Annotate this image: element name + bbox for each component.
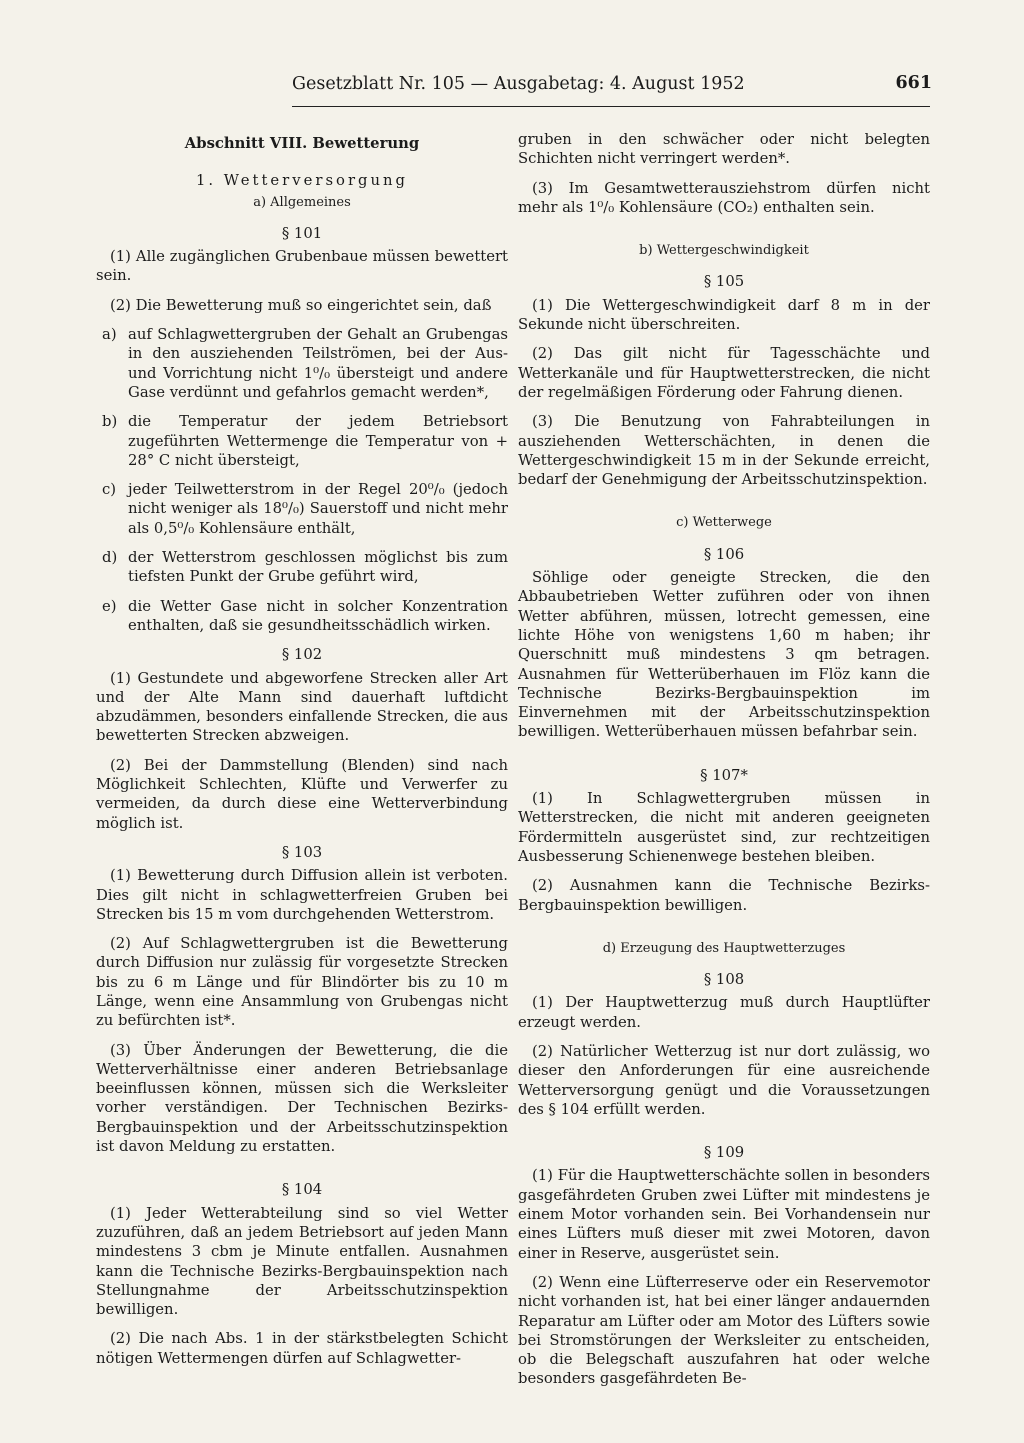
p108-abs1: (1) Der Hauptwetterzug muß durch Hauptlüfter erzeugt werden. — [518, 994, 930, 1031]
paragraph-heading-102: § 102 — [281, 646, 323, 664]
p109-abs1: (1) Für die Hauptwetterschächte sollen in besonders gasgefährdeten Gruben zwei Lüfter mit mindestens je einem Motor vorhanden sein. Bei Vorhandensein nur eines Lüfters muß dieser mit zwei Motoren, davon einer in Reserve, ausgerüstet sein. — [518, 1167, 930, 1262]
paragraph-heading-107: § 107* — [700, 766, 748, 784]
list-item-label: a) — [102, 326, 117, 344]
list-item-text: auf Schlagwettergruben der Gehalt an Grubengas in den ausziehenden Teilströmen, bei der Aus- und Vorrichtung nicht 1⁰/₀ übersteigt und andere Gase verdünnt und gefahrlos gemacht werden*, — [128, 326, 508, 401]
page-number: 661 — [895, 73, 932, 93]
p105-abs2: (2) Das gilt nicht für Tagesschächte und Wetterkanäle und für Hauptwetterstrecken, die nicht der regelmäßigen Förderung oder Fahrung dienen. — [518, 345, 930, 401]
paragraph-heading-105: § 105 — [703, 273, 745, 291]
subheading-d: d) Erzeugung des Hauptwetterzuges — [602, 940, 846, 956]
list-item — [96, 480, 508, 538]
header-rule — [292, 106, 930, 107]
list-item-text: die Wetter Gase nicht in solcher Konzentration enthalten, daß sie gesundheitsschädlich wirken. — [128, 597, 508, 634]
list-item-text: der Wetterstrom geschlossen möglichst bis zum tiefsten Punkt der Grube geführt wird, — [128, 549, 508, 586]
p106-text: Söhlige oder geneigte Strecken, die den Abbaubetrieben Wetter zuführen oder von ihnen Wetter abführen, müssen, lotrecht gemessen, eine lichte Höhe von wenigstens 1,60 m haben; ihr Querschnitt muß mindestens 3 qm betragen. Ausnahmen für Wetterüberhauen im Flöz kann die Technische Bezirks-Bergbauinspektion im Einvernehmen mit der Arbeitsschutzinspektion bewilligen. Wetterüberhauen müssen befahrbar sein. — [518, 569, 930, 741]
p109-abs2: (2) Wenn eine Lüfterreserve oder ein Reservemotor nicht vorhanden ist, hat bei einer länger andauernden Reparatur am Lüfter oder am Motor des Lüfters sowie bei Stromstörungen der Werksleiter zu entscheiden, ob die Belegschaft auszufahren hat oder welche besonders gasgefährdeten Be- — [518, 1273, 930, 1388]
paragraph-heading-106: § 106 — [703, 545, 745, 563]
subsection-title: 1. Wetterversorgung — [195, 172, 409, 190]
list-item-label: c) — [102, 481, 117, 499]
p102-abs2: (2) Bei der Dammstellung (Blenden) sind nach Möglichkeit Schlechten, Klüfte und Verwerfer zu vermeiden, da durch diese eine Wetterverbindung möglich ist. — [96, 756, 508, 832]
subheading-c: c) Wetterwege — [676, 515, 772, 531]
p107-abs1: (1) In Schlagwettergruben müssen in Wetterstrecken, die nicht mit anderen geeigneten Fördermitteln ausgerüstet sind, zur rechtzeitigen Ausbesserung Schienenwege bestehen bleiben. — [518, 790, 930, 865]
list-item-label: e) — [102, 597, 117, 615]
subheading-a: a) Allgemeines — [253, 194, 351, 210]
p101-abs1: (1) Alle zugänglichen Grubenbaue müssen bewettert sein. — [96, 248, 508, 285]
list-item-label: b) — [102, 413, 118, 431]
p104-abs2-continued: gruben in den schwächer oder nicht belegten Schichten nicht verringert werden*. — [518, 131, 930, 168]
section-title: Abschnitt VIII. Bewetterung — [184, 135, 420, 152]
paragraph-heading-101: § 101 — [281, 224, 323, 242]
list-item-text: jeder Teilwetterstrom in der Regel 20⁰/₀ (jedoch nicht weniger als 18⁰/₀) Sauerstoff und nicht mehr als 0,5⁰/₀ Kohlensäure enthält, — [128, 481, 508, 537]
p101-abs2-intro: (2) Die Bewetterung muß so eingerichtet sein, daß — [110, 296, 492, 314]
list-item-text: die Temperatur der jedem Betriebsort zugeführten Wettermenge die Temperatur von + 28° C nicht übersteigt, — [128, 413, 508, 469]
p105-abs3: (3) Die Benutzung von Fahrabteilungen in ausziehenden Wetterschächten, in denen die Wettergeschwindigkeit 15 m in der Sekunde erreicht, bedarf der Genehmigung der Arbeitsschutzinspektion. — [518, 413, 930, 489]
list-item — [96, 548, 508, 587]
p103-abs1: (1) Bewetterung durch Diffusion allein ist verboten. Dies gilt nicht in schlagwetterfreien Gruben bei Strecken bis 15 m vom durchgehenden Wetterstrom. — [96, 867, 508, 923]
p103-abs3: (3) Über Änderungen der Bewetterung, die die Wetterverhältnisse einer anderen Betriebsanlage beeinflussen können, müssen sich die Werksleiter vorher verständigen. Der Technischen Bezirks-Bergbauinspektion und der Arbeitsschutzinspektion ist davon Meldung zu erstatten. — [96, 1041, 508, 1156]
left-column — [96, 130, 508, 1378]
p104-abs2-start: (2) Die nach Abs. 1 in der stärkstbelegten Schicht nötigen Wettermengen dürfen auf Schlagwetter- — [96, 1330, 508, 1367]
right-column — [518, 130, 930, 1399]
p105-abs1: (1) Die Wettergeschwindigkeit darf 8 m in der Sekunde nicht überschreiten. — [518, 296, 930, 334]
paragraph-heading-103: § 103 — [281, 843, 323, 861]
subheading-b: b) Wettergeschwindigkeit — [639, 243, 809, 259]
list-item — [96, 597, 508, 636]
paragraph-heading-108: § 108 — [703, 971, 745, 989]
running-header-title: Gesetzblatt Nr. 105 — Ausgabetag: 4. August 1952 — [292, 74, 745, 94]
p108-abs2: (2) Natürlicher Wetterzug ist nur dort zulässig, wo dieser den Anforderungen für eine ausreichende Wetterversorgung genügt und die Voraussetzungen des § 104 erfüllt werden. — [518, 1042, 930, 1118]
list-item — [96, 412, 508, 470]
p104-abs3: (3) Im Gesamtwetterausziehstrom dürfen nicht mehr als 1⁰/₀ Kohlensäure (CO₂) enthalten sein. — [518, 179, 930, 216]
paragraph-heading-104: § 104 — [281, 1181, 323, 1199]
list-item-label: d) — [102, 549, 118, 567]
p104-abs1: (1) Jeder Wetterabteilung sind so viel Wetter zuzuführen, daß an jedem Betriebsort auf jeden Mann mindestens 3 cbm je Minute entfallen. Ausnahmen kann die Technische Bezirks-Bergbauinspektion nach Stellungnahme der Arbeitsschutzinspektion bewilligen. — [96, 1204, 508, 1319]
list-item — [96, 325, 508, 402]
p103-abs2: (2) Auf Schlagwettergruben ist die Bewetterung durch Diffusion nur zulässig für vorgesetzte Strecken bis zu 6 m Länge und für Blindörter bis zu 10 m Länge, wenn eine Ansammlung von Grubengas nicht zu befürchten ist*. — [96, 935, 508, 1030]
paragraph-heading-109: § 109 — [703, 1144, 745, 1162]
p107-abs2: (2) Ausnahmen kann die Technische Bezirks-Bergbauinspektion bewilligen. — [518, 877, 930, 914]
p102-abs1: (1) Gestundete und abgeworfene Strecken aller Art und der Alte Mann sind dauerhaft luftdicht abzudämmen, besonders einfallende Strecken, die aus bewetterten Strecken abzweigen. — [96, 669, 508, 745]
